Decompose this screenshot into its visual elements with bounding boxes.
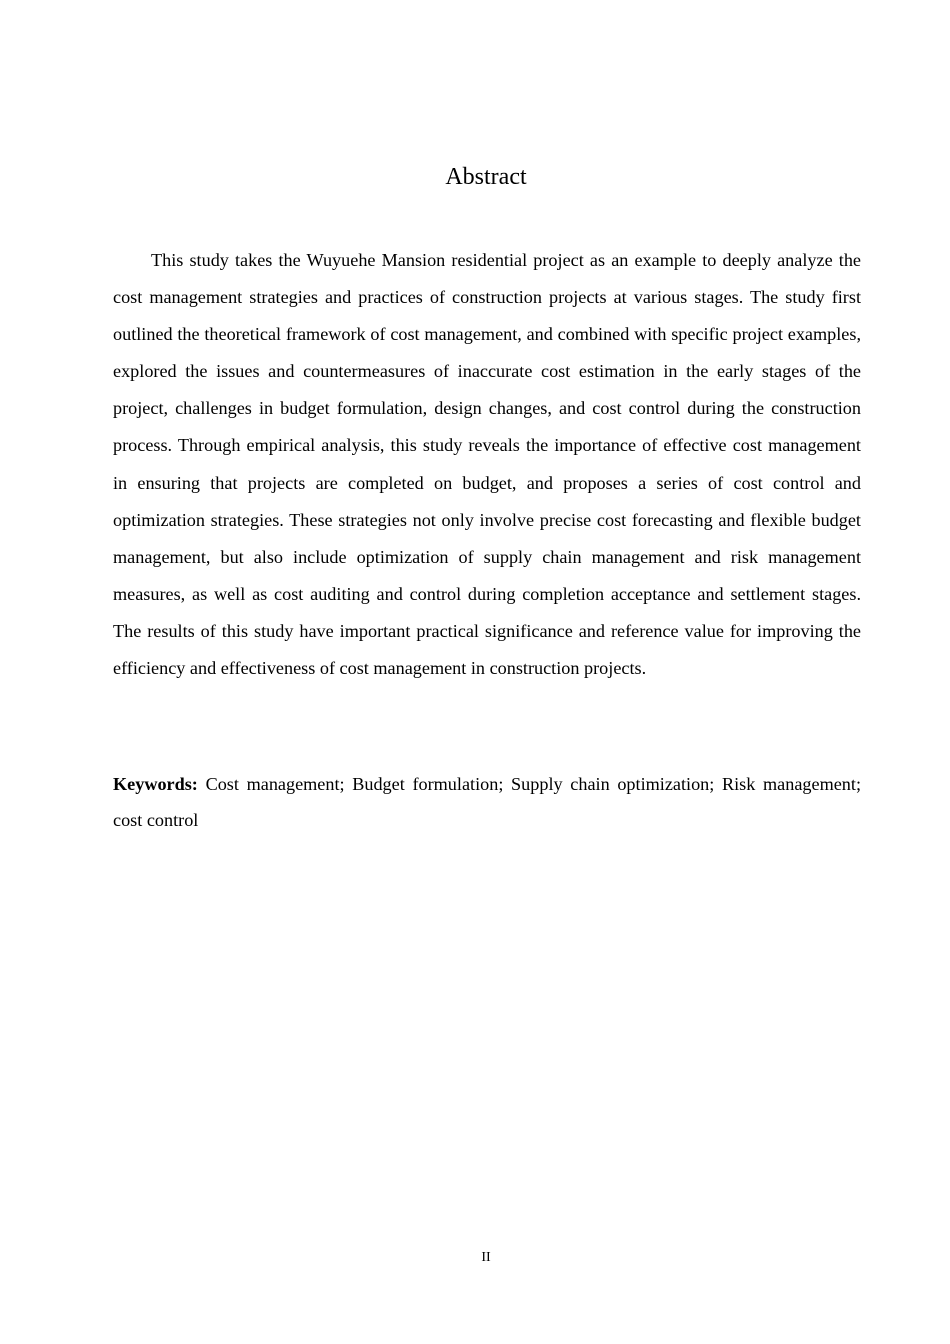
keywords-label: Keywords: [113, 774, 198, 794]
abstract-paragraph: This study takes the Wuyuehe Mansion residential project as an example to deeply analyze the cost management strategies and practices of construction projects at various stages. The study first outlined the theoretical framework of cost management, and combined with specific project examples, explored the issues and countermeasures of inaccurate cost estimation in the early stages of the project, challenges in budget formulation, design changes, and cost control during the construction process. Through empirical analysis, this study reveals the importance of effective cost management in ensuring that projects are completed on budget, and proposes a series of cost control and optimization strategies. These strategies not only involve precise cost forecasting and flexible budget management, but also include optimization of supply chain management and risk management measures, as well as cost auditing and control during completion acceptance and settlement stages. The results of this study have important practical significance and reference value for improving the efficiency and effectiveness of cost management in construction projects. [113, 250, 861, 679]
keywords-line [113, 766, 861, 838]
abstract-title: Abstract [445, 164, 527, 190]
keywords-list: Cost management; Budget formulation; Supply chain optimization; Risk management; cost control [113, 774, 862, 830]
page-number: II [481, 1250, 491, 1265]
